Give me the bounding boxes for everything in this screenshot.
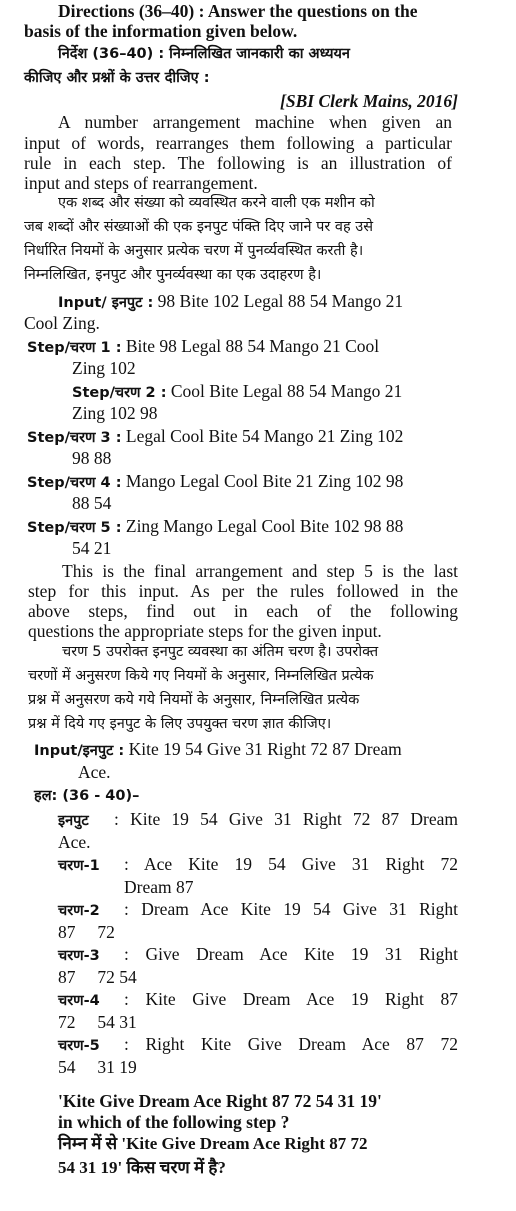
solution-step-label: चरण-4 <box>58 993 100 1009</box>
solution-step-5: : Right Kite Give Dream Ace 87 72 <box>124 1034 458 1054</box>
question-en-2: in which of the following step ? <box>58 1112 290 1132</box>
example-input-label: Input/ इनपुट : <box>58 295 154 311</box>
solution-step-label: चरण-1 <box>58 858 100 874</box>
directions-heading-hindi-2: कीजिए और प्रश्नों के उत्तर दीजिए : <box>24 70 210 86</box>
directions-heading-2: basis of the information given below. <box>24 21 298 41</box>
solution-step-label: चरण-5 <box>58 1038 100 1054</box>
given-input-cont: Ace. <box>78 762 111 782</box>
solution-input-text: : Kite 19 54 Give 31 Right 72 87 Dream <box>114 809 458 829</box>
example-step-1 <box>27 335 379 360</box>
intro-hi-line-1: एक शब्द और संख्या को व्यवस्थित करने वाली एक मशीन को <box>58 195 375 211</box>
solution-input-cont: Ace. <box>58 832 91 852</box>
example-step-2 <box>72 380 402 405</box>
example-step-label: Step/चरण 4 : <box>27 475 122 491</box>
example-step-text: Bite 98 Legal 88 54 Mango 21 Cool <box>125 336 380 356</box>
example-step-5 <box>27 515 403 540</box>
solution-step-1: : Ace Kite 19 54 Give 31 Right 72 <box>124 854 458 874</box>
example-input-cont: Cool Zing. <box>24 313 100 333</box>
example-input <box>58 290 403 315</box>
solution-step-3-cont: 87 72 54 <box>58 967 137 987</box>
example-step-label: Step/चरण 1 : <box>27 340 122 356</box>
intro-en-line-1: A number arrangement machine when given an <box>58 112 452 132</box>
final-en-line-1: This is the final arrangement and step 5 is the last <box>62 561 458 581</box>
question-en: 'Kite Give Dream Ace Right 87 72 54 31 19' <box>58 1091 382 1111</box>
example-step-label: Step/चरण 2 : <box>72 385 167 401</box>
example-step-text: Zing Mango Legal Cool Bite 102 98 88 <box>125 516 404 536</box>
solution-step-5-cont: 54 31 19 <box>58 1057 137 1077</box>
solution-step-3: : Give Dream Ace Kite 19 31 Right <box>124 944 458 964</box>
intro-en-line-4: input and steps of rearrangement. <box>24 173 258 193</box>
intro-hi-line-2: जब शब्दों और संख्याओं की एक इनपुट पंक्ति दिए जाने पर वह उसे <box>24 219 374 235</box>
example-step-label: Step/चरण 3 : <box>27 430 122 446</box>
solution-step-2: : Dream Ace Kite 19 54 Give 31 Right <box>124 899 458 919</box>
final-en-line-4: questions the appropriate steps for the given input. <box>28 621 382 641</box>
solution-step-4-cont: 72 54 31 <box>58 1012 137 1032</box>
final-en-line-2: step for this input. As per the rules followed in the <box>28 581 458 601</box>
given-input-label: Input/इनपुट : <box>34 743 125 759</box>
intro-hi-line-3: निर्धारित नियमों के अनुसार प्रत्येक चरण में पुनर्व्यवस्थित करती है। <box>24 243 364 259</box>
solution-heading: हल: (36 - 40)– <box>34 788 140 804</box>
example-step-label: Step/चरण 5 : <box>27 520 122 536</box>
source-citation: [SBI Clerk Mains, 2016] <box>280 91 458 111</box>
example-step-text: Legal Cool Bite 54 Mango 21 Zing 102 <box>125 426 404 446</box>
example-step-3 <box>27 425 403 450</box>
example-step-4-cont: 88 54 <box>72 493 112 513</box>
example-step-text: Cool Bite Legal 88 54 Mango 21 <box>170 381 403 401</box>
example-input-text: 98 Bite 102 Legal 88 54 Mango 21 <box>157 291 404 311</box>
directions-heading: Directions (36–40) : Answer the questions on the <box>58 1 418 21</box>
solution-step-label: चरण-2 <box>58 903 100 919</box>
final-hi-line-1: चरण 5 उपरोक्त इनपुट व्यवस्था का अंतिम चरण है। उपरोक्त <box>62 644 379 660</box>
directions-heading-hindi: निर्देश (36–40) : निम्नलिखित जानकारी का अध्ययन <box>58 46 350 62</box>
question-hi-2: 54 31 19' किस चरण में है? <box>58 1158 226 1177</box>
example-step-3-cont: 98 88 <box>72 448 112 468</box>
intro-en-line-2: input of words, rearranges them following a particular <box>24 133 452 153</box>
example-step-1-cont: Zing 102 <box>72 358 136 378</box>
given-input-text: Kite 19 54 Give 31 Right 72 87 Dream <box>128 739 402 759</box>
example-step-text: Mango Legal Cool Bite 21 Zing 102 98 <box>125 471 404 491</box>
solution-input-label: इनपुट <box>58 813 89 829</box>
solution-step-1-cont: Dream 87 <box>124 877 194 897</box>
example-step-2-cont: Zing 102 98 <box>72 403 158 423</box>
given-input <box>34 738 402 763</box>
intro-hi-line-4: निम्नलिखित, इनपुट और पुनर्व्यवस्था का एक उदाहरण है। <box>24 267 322 283</box>
question-hi: निम्न में से 'Kite Give Dream Ace Right 87 72 <box>58 1134 368 1153</box>
final-hi-line-4: प्रश्न में दिये गए इनपुट के लिए उपयुक्त चरण ज्ञात कीजिए। <box>28 716 332 732</box>
solution-step-2-cont: 87 72 <box>58 922 115 942</box>
solution-step-4: : Kite Give Dream Ace 19 Right 87 <box>124 989 458 1009</box>
final-hi-line-3: प्रश्न में अनुसरण कये गये नियमों के अनुसार, निम्नलिखित प्रत्येक <box>28 692 360 708</box>
final-hi-line-2: चरणों में अनुसरण किये गए नियमों के अनुसार, निम्नलिखित प्रत्येक <box>28 668 374 684</box>
example-step-5-cont: 54 21 <box>72 538 112 558</box>
final-en-line-3: above steps, find out in each of the following <box>28 601 458 621</box>
example-step-4 <box>27 470 403 495</box>
intro-en-line-3: rule in each step. The following is an illustration of <box>24 153 452 173</box>
solution-step-label: चरण-3 <box>58 948 100 964</box>
